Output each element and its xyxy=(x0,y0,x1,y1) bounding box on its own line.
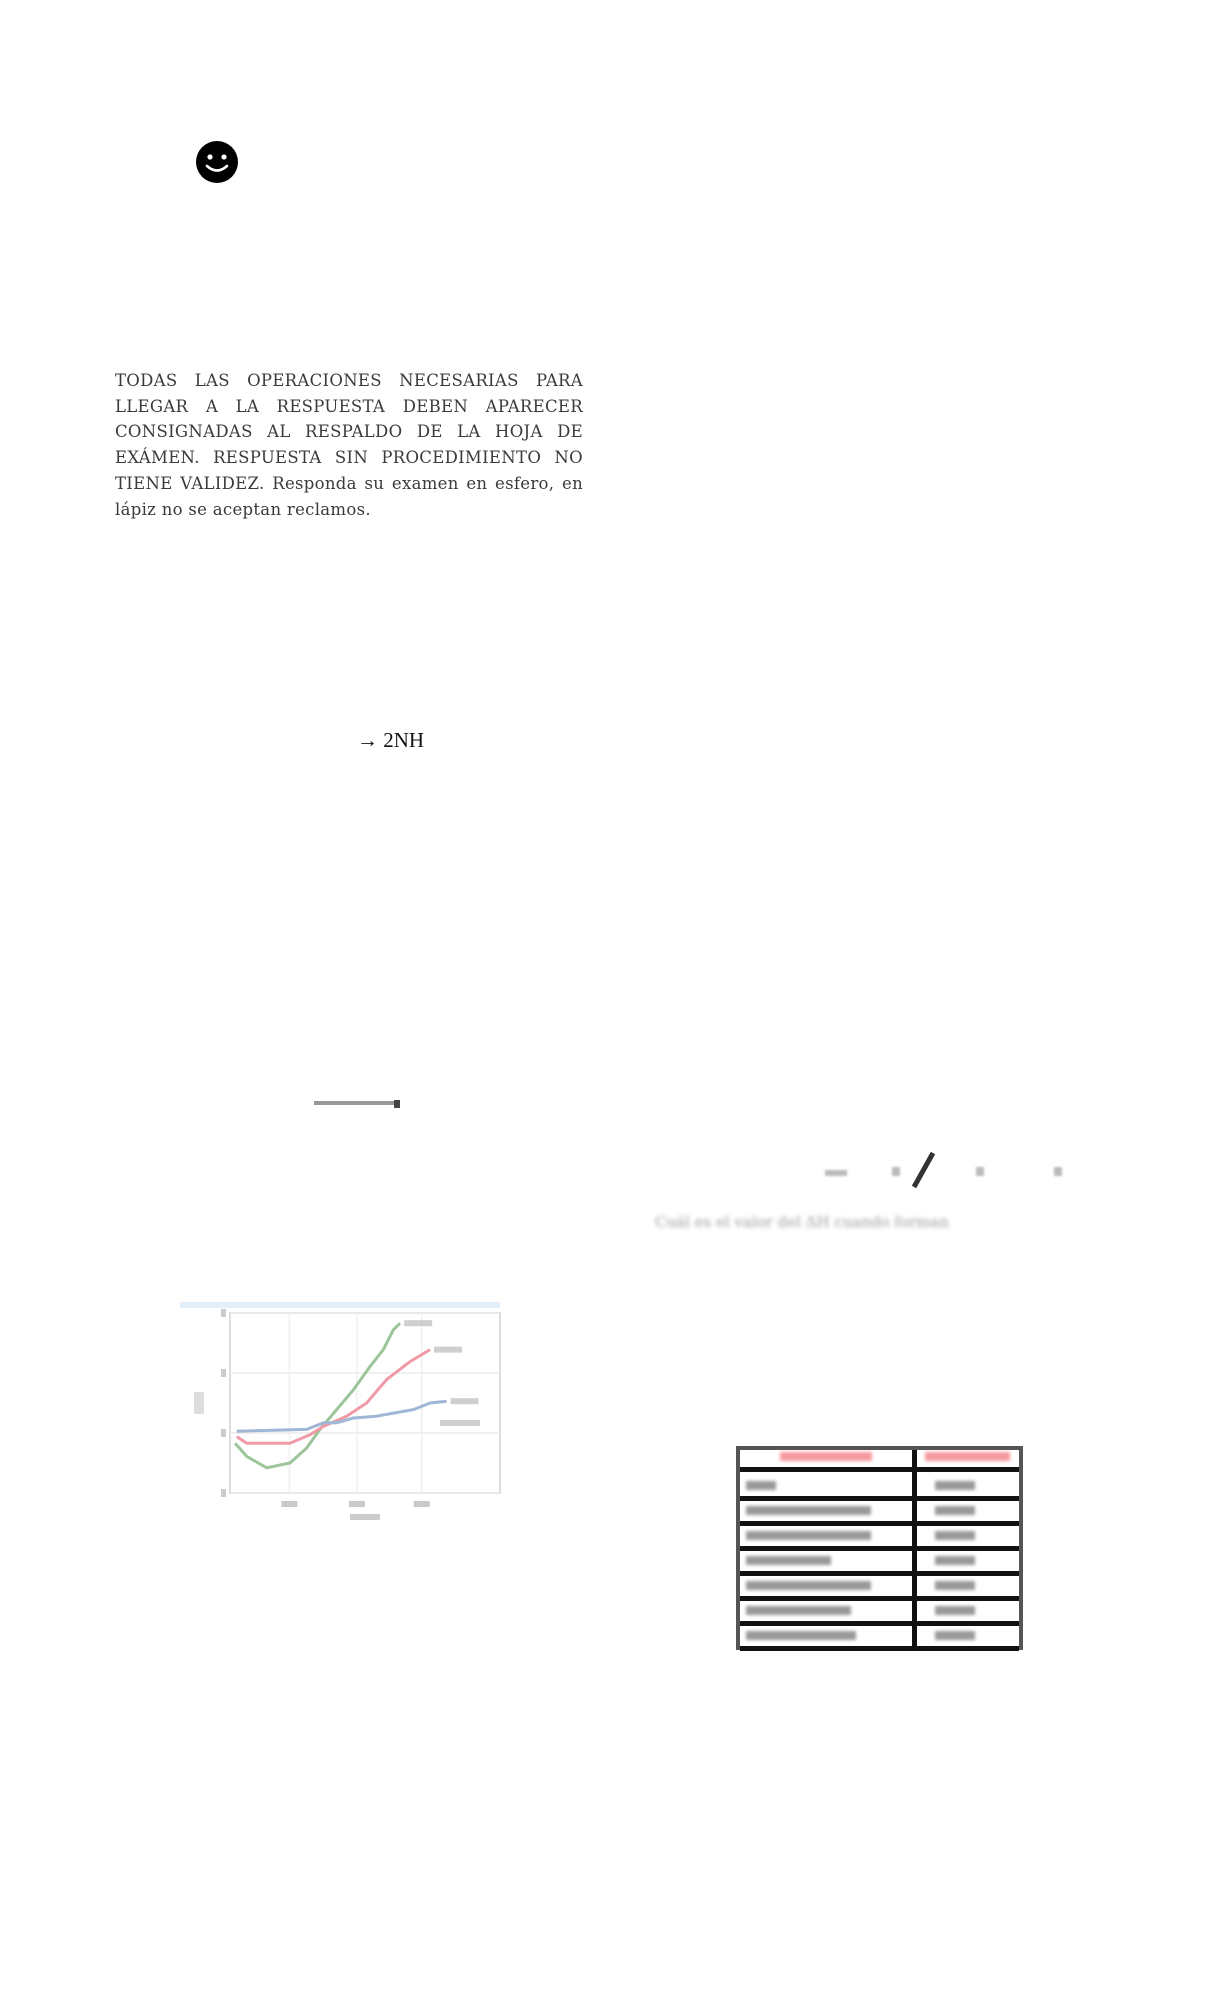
table-cell xyxy=(935,1506,975,1515)
reaction-arrow xyxy=(314,1101,400,1105)
table-row xyxy=(740,1525,1019,1551)
equation-fragment xyxy=(825,1170,847,1176)
table-header-row xyxy=(740,1446,1019,1472)
exam-instructions: TODAS LAS OPERACIONES NECESARIAS PARA LLEGAR A LA RESPUESTA DEBEN APARECER CONSIGNADAS AL RESPALDO DE LA HOJA DE EXÁMEN. RESPUESTA SIN PROCEDIMIENTO NO TIENE VALIDEZ. Responda su examen en esfero, en lápiz no se aceptan reclamos. xyxy=(115,371,583,519)
x-axis-label-mark xyxy=(350,1514,380,1520)
energy-chart xyxy=(180,1300,520,1560)
table-cell xyxy=(935,1631,975,1640)
series-line-green xyxy=(235,1323,400,1468)
equation-row xyxy=(800,1150,1100,1190)
table-cell xyxy=(746,1506,871,1515)
question-text: Cuál es el valor del ΔH cuando forman xyxy=(655,1213,949,1231)
table-cell xyxy=(935,1481,975,1490)
reaction-equation: → 2NH xyxy=(357,728,425,752)
table-row xyxy=(740,1575,1019,1601)
table-cell xyxy=(746,1531,871,1540)
table-cell xyxy=(746,1556,831,1565)
table-cell xyxy=(746,1581,871,1590)
table-row xyxy=(740,1500,1019,1526)
series-label-red xyxy=(434,1347,462,1353)
chart-header-band xyxy=(180,1302,500,1308)
table-cell xyxy=(925,1452,1010,1461)
x-tick-mark xyxy=(281,1501,297,1507)
table-row xyxy=(740,1550,1019,1576)
equation-fragment xyxy=(892,1167,900,1176)
x-tick-mark xyxy=(414,1501,430,1507)
table-row xyxy=(740,1600,1019,1626)
table-cell xyxy=(746,1606,851,1615)
smiley-face-icon xyxy=(195,140,239,184)
table-cell xyxy=(746,1481,776,1490)
series-label-extra xyxy=(440,1420,480,1426)
table-cell xyxy=(746,1631,856,1640)
series-label-green xyxy=(404,1320,432,1326)
table-cell xyxy=(935,1606,975,1615)
table-cell xyxy=(935,1581,975,1590)
table-cell xyxy=(935,1531,975,1540)
y-tick-mark xyxy=(221,1429,226,1437)
y-tick-mark xyxy=(221,1489,226,1497)
x-tick-mark xyxy=(349,1501,365,1507)
table-row xyxy=(740,1475,1019,1501)
y-tick-mark xyxy=(221,1369,226,1377)
y-axis-label-mark xyxy=(194,1392,204,1414)
equation-fragment xyxy=(976,1167,984,1176)
equation-fragment xyxy=(1054,1167,1062,1176)
slash-mark xyxy=(908,1150,938,1190)
series-label-blue xyxy=(451,1398,479,1404)
y-tick-mark xyxy=(221,1309,226,1317)
table-row xyxy=(740,1625,1019,1651)
table-cell xyxy=(935,1556,975,1565)
table-cell xyxy=(780,1452,872,1461)
data-table xyxy=(736,1446,1023,1650)
column-divider xyxy=(912,1450,917,1646)
